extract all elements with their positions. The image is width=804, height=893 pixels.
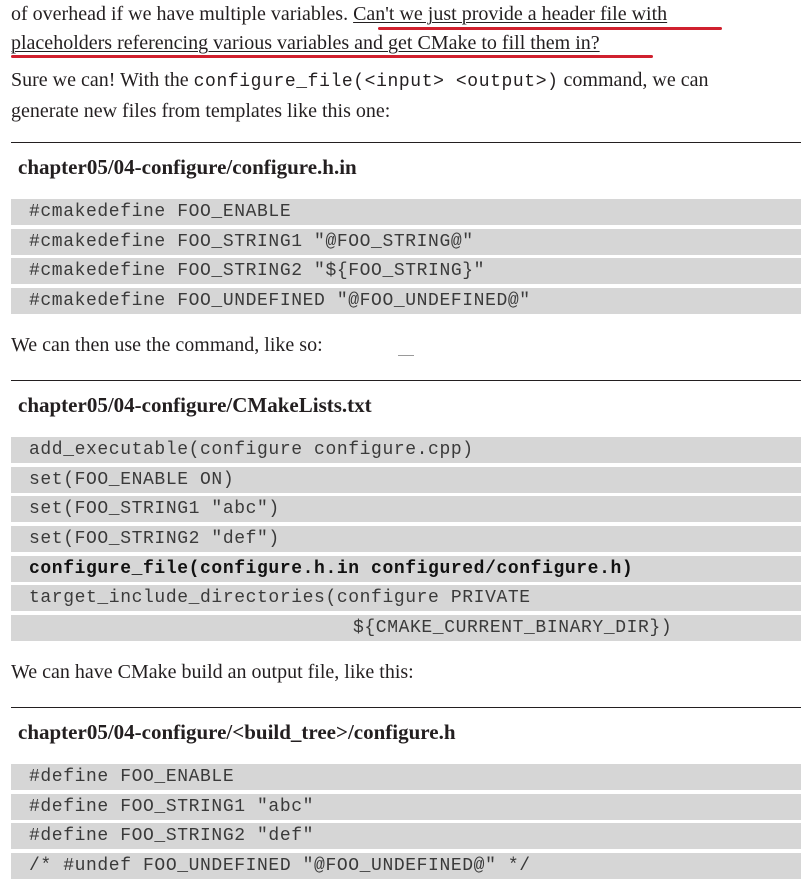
listing1-heading: chapter05/04-configure/configure.h.in (18, 155, 357, 179)
intro-text: of overhead if we have multiple variables. (11, 3, 354, 25)
code-line: #cmakedefine FOO_STRING2 "${FOO_STRING}" (11, 258, 801, 284)
code-line: add_executable(configure configure.cpp) (11, 437, 801, 463)
code-line: #define FOO_ENABLE (11, 764, 801, 790)
code-line: set(FOO_STRING2 "def") (11, 526, 801, 552)
listing1-code-block (11, 199, 801, 318)
code-line: #define FOO_STRING2 "def" (11, 823, 801, 849)
code-line: target_include_directories(configure PRIVATE (11, 585, 801, 611)
configure-text-after: command, we can (558, 69, 709, 91)
use-command-paragraph: We can then use the command, like so: (11, 334, 323, 356)
listing2-heading: chapter05/04-configure/CMakeLists.txt (18, 393, 372, 417)
red-highlight-mark-1 (378, 27, 722, 30)
configure-file-inline-code: configure_file(<input> <output>) (193, 72, 559, 92)
stray-mark (398, 355, 414, 356)
code-line: set(FOO_ENABLE ON) (11, 467, 801, 493)
listing3-code-block (11, 764, 801, 883)
highlighted-sentence-part-2: placeholders referencing various variables and get CMake to fill them in? (11, 32, 600, 54)
highlighted-sentence-part-1: Can't we just provide a header file with (353, 3, 668, 25)
code-line-bold: configure_file(configure.h.in configured/configure.h) (11, 556, 801, 582)
code-line-indented: ${CMAKE_CURRENT_BINARY_DIR}) (11, 615, 801, 641)
red-highlight-mark-2 (11, 55, 653, 58)
code-line: #cmakedefine FOO_UNDEFINED "@FOO_UNDEFINED@" (11, 288, 801, 314)
listing3-top-rule (11, 707, 801, 708)
code-line: set(FOO_STRING1 "abc") (11, 496, 801, 522)
output-paragraph: We can have CMake build an output file, like this: (11, 661, 414, 683)
listing2-code-block (11, 437, 801, 645)
code-line: #define FOO_STRING1 "abc" (11, 794, 801, 820)
listing1-top-rule (11, 142, 801, 143)
code-line: /* #undef FOO_UNDEFINED "@FOO_UNDEFINED@" */ (11, 853, 801, 879)
listing3-heading: chapter05/04-configure/<build_tree>/configure.h (18, 720, 456, 744)
code-line: #cmakedefine FOO_ENABLE (11, 199, 801, 225)
configure-paragraph (11, 66, 796, 126)
code-line: #cmakedefine FOO_STRING1 "@FOO_STRING@" (11, 229, 801, 255)
configure-text-before: Sure we can! With the (11, 69, 194, 91)
listing2-top-rule (11, 380, 801, 381)
configure-text-line2: generate new files from templates like this one: (11, 100, 391, 122)
